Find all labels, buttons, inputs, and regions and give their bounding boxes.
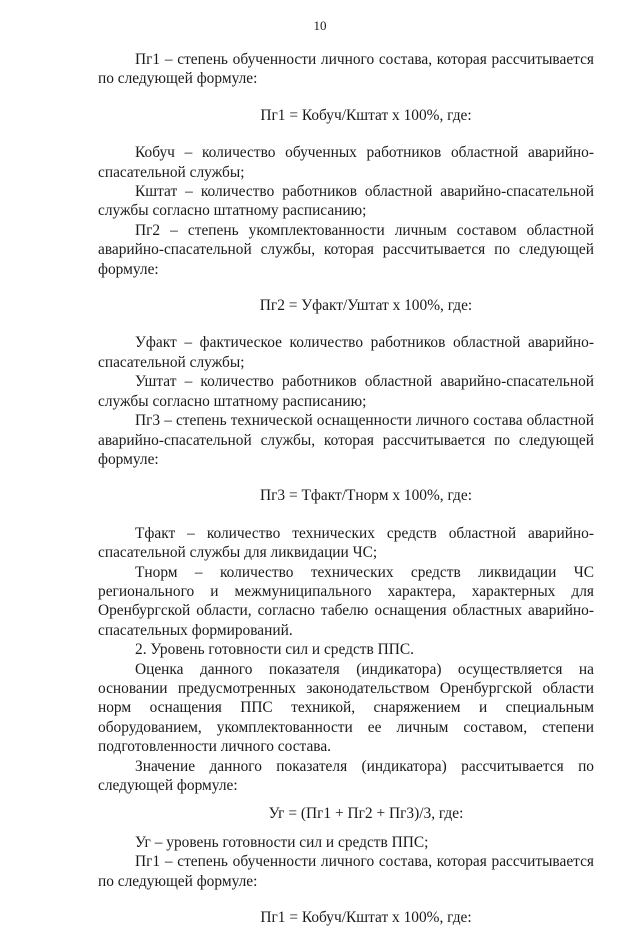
paragraph: Пг1 – степень обученности личного состава, которая рассчитывается по следующей формуле:: [98, 51, 594, 88]
paragraph: Пг3 – степень технической оснащенности личного состава областной аварийно-спасательной службы, которая рассчитывается по следующей формуле:: [98, 412, 594, 468]
paragraph: Уштат – количество работников областной аварийно-спасательной службы согласно штатному расписанию;: [98, 373, 594, 410]
formula: Уг = (Пг1 + Пг2 + Пг3)/3, где:: [268, 805, 464, 823]
page-number: 10: [313, 18, 327, 33]
paragraph: Уфакт – фактическое количество работников областной аварийно-спасательной службы;: [98, 334, 594, 371]
formula: Пг1 = Кобуч/Кштат х 100%, где:: [260, 106, 472, 124]
paragraph: Значение данного показателя (индикатора) рассчитывается по следующей формуле:: [98, 757, 594, 794]
paragraph: Тфакт – количество технических средств областной аварийно-спасательной службы для ликвидации ЧС;: [98, 524, 594, 562]
document-body: [98, 50, 594, 945]
paragraph: Кштат – количество работников областной аварийно-спасательной службы согласно штатному расписанию;: [98, 183, 594, 220]
paragraph: Пг2 – степень укомплектованности личным составом областной аварийно-спасательной службы, которая рассчитывается по следующей формуле:: [98, 221, 594, 278]
formula: Пг3 = Тфакт/Тнорм х 100%, где:: [260, 487, 472, 505]
paragraph: Уг – уровень готовности сил и средств ППС;: [135, 833, 429, 851]
formula: Пг1 = Кобуч/Кштат х 100%, где:: [260, 909, 472, 927]
section-heading: 2. Уровень готовности сил и средств ППС.: [135, 641, 414, 659]
paragraph: Тнорм – количество технических средств ликвидации ЧС регионального и межмуниципального характера, характерных для Оренбургской области, согласно табелю оснащения областных аварийно-спасательных формирований.: [98, 563, 594, 639]
paragraph: Кобуч – количество обученных работников областной аварийно-спасательной службы;: [98, 144, 594, 181]
formula: Пг2 = Уфакт/Уштат х 100%, где:: [259, 297, 473, 315]
paragraph: Оценка данного показателя (индикатора) осуществляется на основании предусмотренных законодательством Оренбургской области норм оснащения ППС техникой, снаряжением и специальным оборудованием, укомплектованности ее личным составом, степени подготовленности личного состава.: [98, 660, 594, 756]
paragraph: Пг1 – степень обученности личного состава, которая рассчитывается по следующей формуле:: [98, 853, 594, 890]
